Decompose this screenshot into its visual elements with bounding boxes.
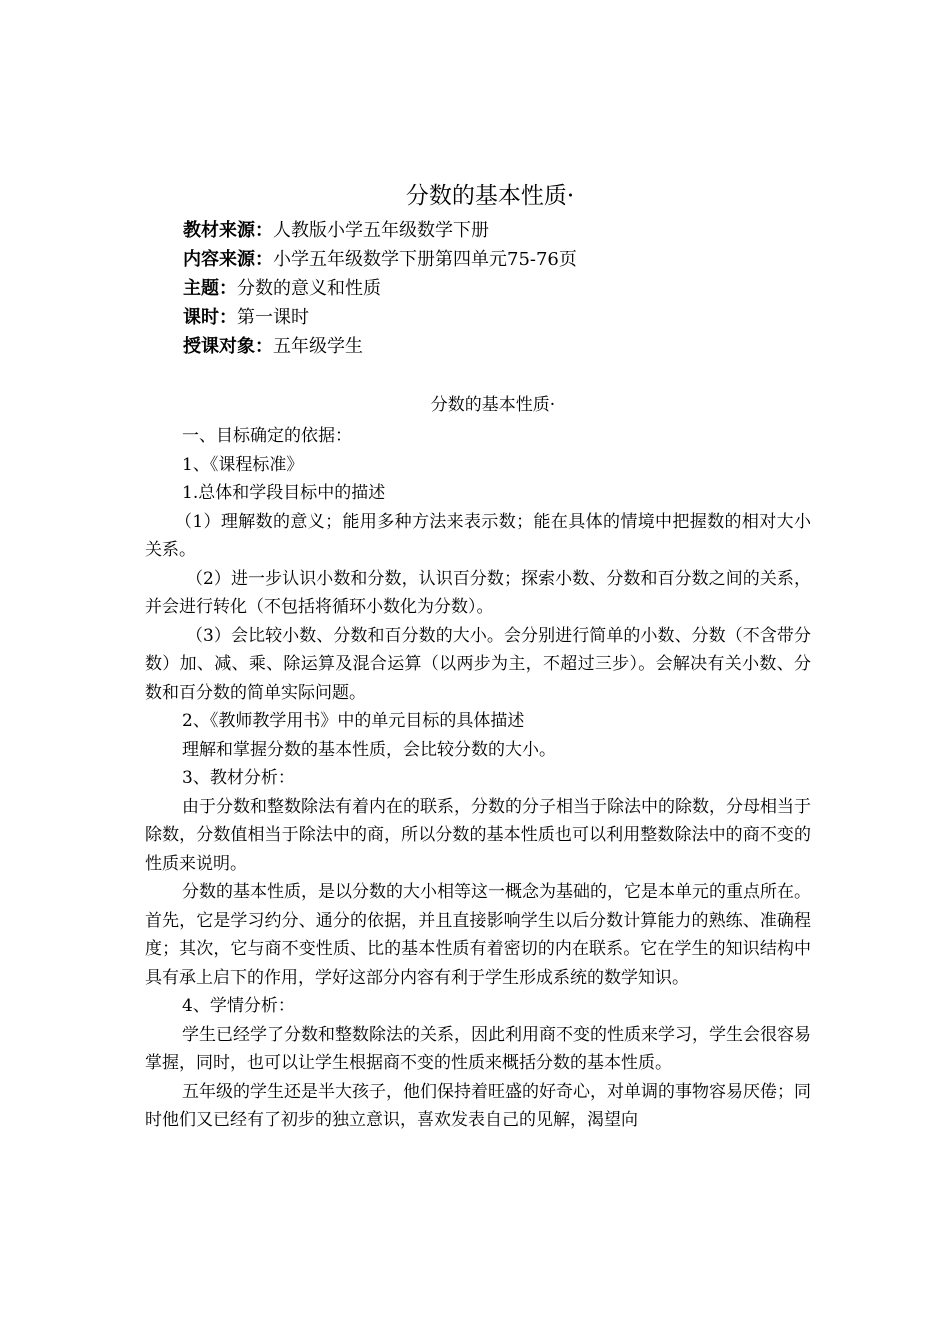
meta-key: 授课对象： bbox=[183, 336, 273, 357]
subsection-heading: 1.总体和学段目标中的描述 bbox=[182, 483, 386, 503]
section-heading: 一、目标确定的依据： bbox=[182, 426, 352, 446]
meta-value: 第一课时 bbox=[237, 307, 309, 328]
meta-lesson-period bbox=[183, 303, 823, 332]
body-paragraph: （3）会比较小数、分数和百分数的大小。会分别进行简单的小数、分数（不含带分数）加、减、乘、除运算及混合运算（以两步为主，不超过三步）。会解决有关小数、分数和百分数的简单实际问题。 bbox=[145, 625, 811, 703]
meta-value: 分数的意义和性质 bbox=[237, 278, 381, 299]
subsection-heading: 3、教材分析： bbox=[182, 768, 295, 788]
body-paragraph: 理解和掌握分数的基本性质，会比较分数的大小。 bbox=[182, 739, 556, 760]
subsection-heading: 4、学情分析： bbox=[182, 996, 295, 1016]
meta-topic bbox=[183, 274, 823, 303]
meta-textbook-source bbox=[183, 216, 823, 245]
meta-value: 小学五年级数学下册第四单元75-76页 bbox=[273, 249, 577, 270]
document-body bbox=[145, 422, 811, 1135]
body-paragraph: （2）进一步认识小数和分数，认识百分数；探索小数、分数和百分数之间的关系，并会进行转化（不包括将循环小数化为分数）。 bbox=[145, 568, 811, 617]
lesson-meta bbox=[183, 216, 823, 361]
subsection-heading: 1、《课程标准》 bbox=[182, 454, 304, 475]
meta-value: 五年级学生 bbox=[273, 336, 363, 357]
meta-key: 课时： bbox=[183, 307, 237, 328]
subsection-heading: 2、《教师教学用书》中的单元目标的具体描述 bbox=[182, 711, 525, 731]
body-paragraph: （1）理解数的意义；能用多种方法来表示数；能在具体的情境中把握数的相对大小关系。 bbox=[145, 511, 811, 560]
body-paragraph: 学生已经学了分数和整数除法的关系，因此利用商不变的性质来学习，学生会很容易掌握，同时，也可以让学生根据商不变的性质来概括分数的基本性质。 bbox=[145, 1024, 811, 1073]
meta-audience bbox=[183, 332, 823, 361]
meta-key: 内容来源： bbox=[183, 249, 273, 270]
body-paragraph: 分数的基本性质，是以分数的大小相等这一概念为基础的，它是本单元的重点所在。首先，它是学习约分、通分的依据，并且直接影响学生以后分数计算能力的熟练、准确程度；其次，它与商不变性质、比的基本性质有着密切的内在联系。它在学生的知识结构中具有承上启下的作用，学好这部分内容有利于学生形成系统的数学知识。 bbox=[145, 882, 811, 988]
meta-key: 主题： bbox=[183, 278, 237, 299]
section-title: 分数的基本性质· bbox=[430, 395, 556, 415]
meta-value: 人教版小学五年级数学下册 bbox=[273, 220, 489, 241]
meta-key: 教材来源： bbox=[183, 220, 273, 241]
document-title: 分数的基本性质· bbox=[405, 183, 575, 209]
body-paragraph: 五年级的学生还是半大孩子，他们保持着旺盛的好奇心，对单调的事物容易厌倦；同时他们又已经有了初步的独立意识，喜欢发表自己的见解，渴望向 bbox=[145, 1081, 811, 1130]
meta-content-source bbox=[183, 245, 823, 274]
body-paragraph: 由于分数和整数除法有着内在的联系，分数的分子相当于除法中的除数，分母相当于除数，分数值相当于除法中的商，所以分数的基本性质也可以利用整数除法中的商不变的性质来说明。 bbox=[145, 796, 811, 874]
